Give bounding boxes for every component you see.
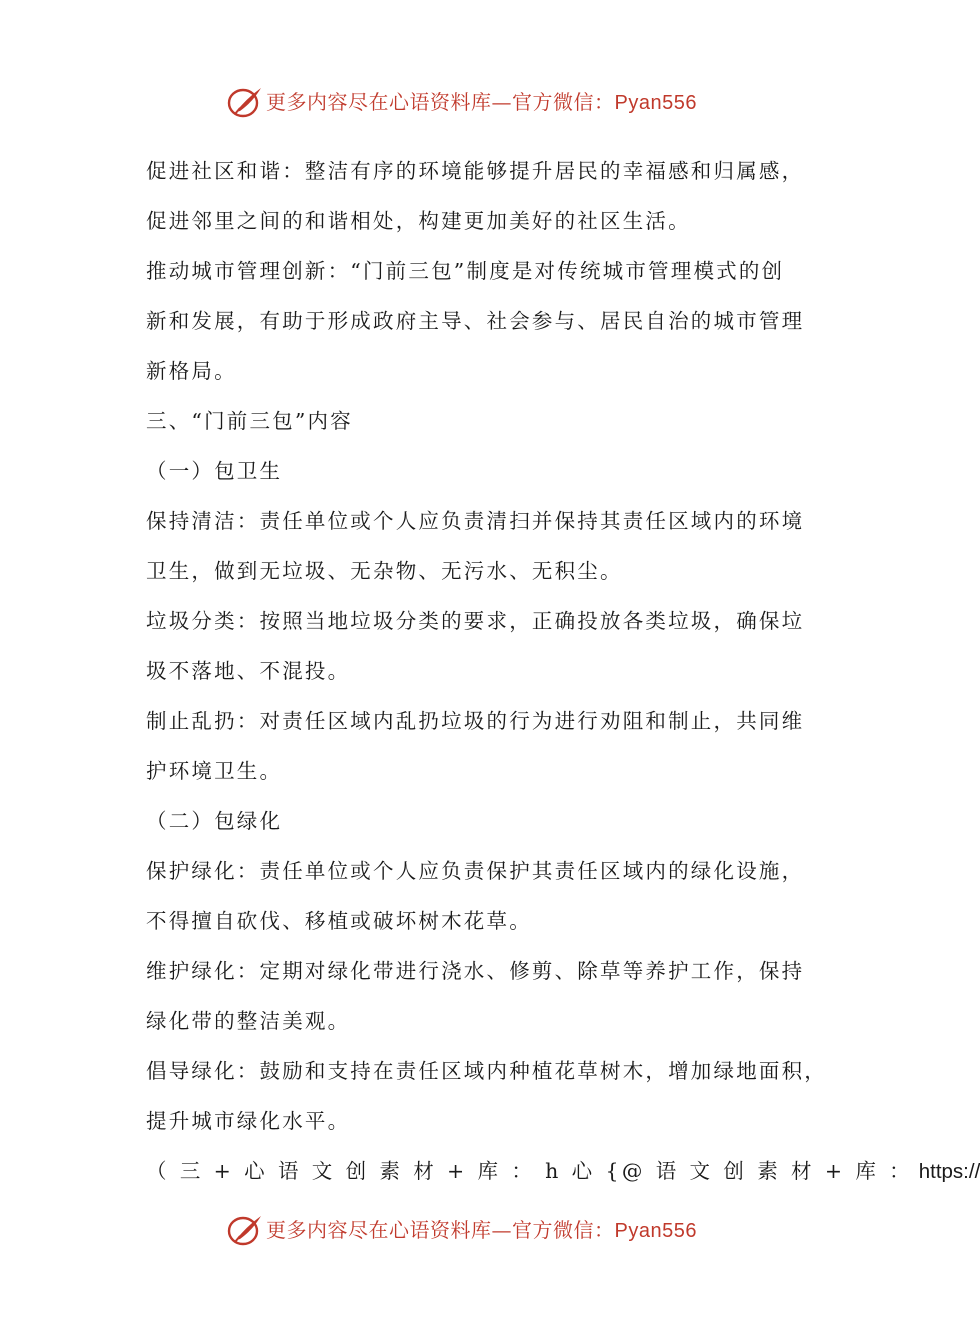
text-line: 新和发展，有助于形成政府主导、社会参与、居民自治的城市管理 bbox=[146, 309, 805, 333]
text-line: 制止乱扔：对责任区域内乱扔垃圾的行为进行劝阻和制止，共同维 bbox=[146, 709, 805, 733]
banner-text bbox=[266, 1216, 697, 1245]
final-line-middle: h 心 {@ 语 文 创 素 材 + 库 ： bbox=[535, 1159, 914, 1183]
section-heading: 三、“门前三包”内容 bbox=[146, 409, 353, 433]
text-line: 圾不落地、不混投。 bbox=[146, 659, 351, 683]
text-line: 不得擅自砍伐、移植或破坏树木花草。 bbox=[146, 909, 532, 933]
text-line: 推动城市管理创新：“门前三包”制度是对传统城市管理模式的创 bbox=[146, 259, 785, 283]
banner-label: 更多内容尽在心语资料库—官方微信： bbox=[266, 90, 615, 114]
text-line: 促进邻里之间的和谐相处，构建更加美好的社区生活。 bbox=[146, 209, 691, 233]
text-line: 倡导绿化：鼓励和支持在责任区域内种植花草树木，增加绿地面积， bbox=[146, 1059, 827, 1083]
text-line: 提升城市绿化水平。 bbox=[146, 1109, 351, 1133]
text-line: 卫生，做到无垃圾、无杂物、无污水、无积尘。 bbox=[146, 559, 623, 583]
quill-logo-icon bbox=[226, 84, 264, 120]
text-line: 护环境卫生。 bbox=[146, 759, 283, 783]
text-line: 保护绿化：责任单位或个人应负责保护其责任区域内的绿化设施， bbox=[146, 859, 805, 883]
wechat-id: Pyan556 bbox=[614, 92, 697, 114]
banner-label: 更多内容尽在心语资料库—官方微信： bbox=[266, 1218, 615, 1242]
quill-logo-icon bbox=[226, 1212, 264, 1248]
text-line: 绿化带的整洁美观。 bbox=[146, 1009, 351, 1033]
footer-banner bbox=[0, 1210, 950, 1250]
text-line: 新格局。 bbox=[146, 359, 237, 383]
final-line bbox=[146, 1146, 980, 1196]
final-line-prefix: （ 三 + 心 语 文 创 素 材 + 库 ： bbox=[146, 1159, 536, 1183]
wechat-id: Pyan556 bbox=[614, 1220, 697, 1242]
final-line-url[interactable]: https:// bbox=[913, 1160, 980, 1183]
subsection-heading: （二）包绿化 bbox=[146, 809, 283, 833]
text-line: 保持清洁：责任单位或个人应负责清扫并保持其责任区域内的环境 bbox=[146, 509, 805, 533]
header-banner bbox=[0, 82, 950, 122]
text-line: 促进社区和谐：整洁有序的环境能够提升居民的幸福感和归属感， bbox=[146, 159, 805, 183]
document-body bbox=[146, 146, 980, 1196]
text-line: 维护绿化：定期对绿化带进行浇水、修剪、除草等养护工作，保持 bbox=[146, 959, 805, 983]
text-line: 垃圾分类：按照当地垃圾分类的要求，正确投放各类垃圾，确保垃 bbox=[146, 609, 805, 633]
subsection-heading: （一）包卫生 bbox=[146, 459, 283, 483]
banner-text bbox=[266, 88, 697, 117]
